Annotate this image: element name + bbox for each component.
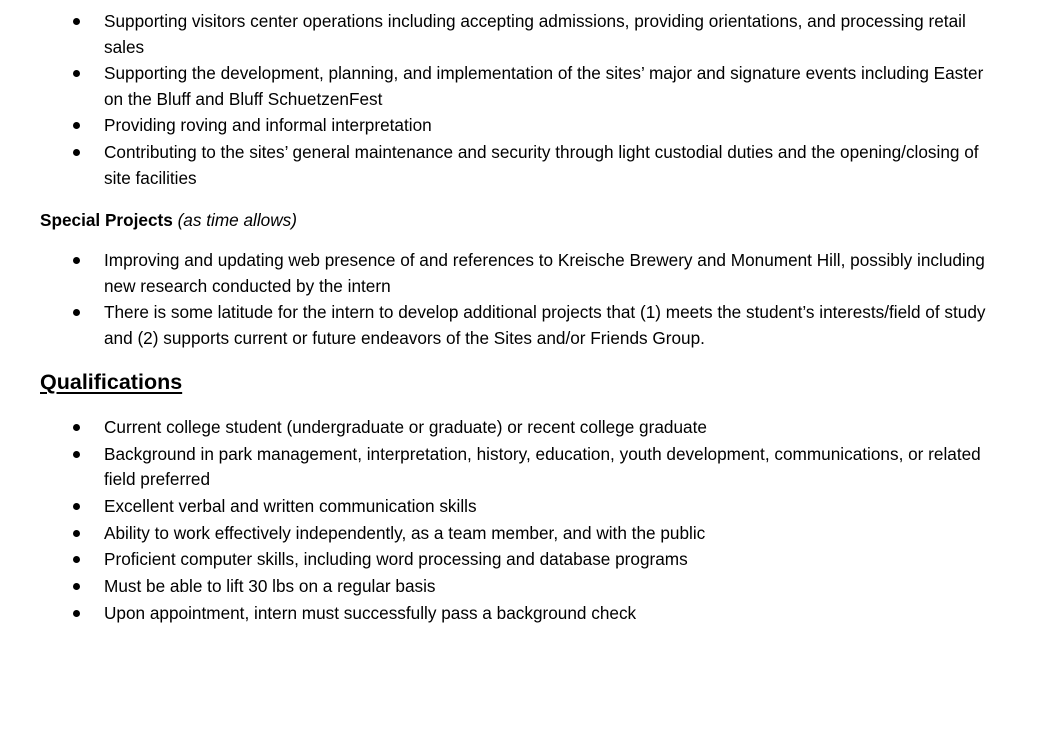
list-item-text: Must be able to lift 30 lbs on a regular basis [104,575,436,596]
special-projects-note: (as time allows) [177,210,297,230]
bullet-icon [73,503,80,510]
list-item [0,9,1046,60]
list-item-text: Background in park management, interpretation, history, education, youth development, communications, or related field preferred [104,443,981,490]
list-item-text: There is some latitude for the intern to develop additional projects that (1) meets the student’s interests/field of study and (2) supports current or future endeavors of the Sites and/or Friends Group. [104,302,986,348]
qualifications-list [0,415,1046,627]
list-item-text: Providing roving and informal interpretation [104,115,432,136]
bullet-icon [73,18,80,25]
list-item-text: Excellent verbal and written communication skills [104,495,477,516]
special-projects-heading [40,208,297,232]
bullet-icon [73,530,80,537]
list-item [0,61,1046,112]
bullet-icon [73,122,80,129]
bullet-icon [73,583,80,590]
list-item [0,494,1046,520]
bullet-icon [73,451,80,458]
list-item [0,442,1046,493]
list-item [0,521,1046,547]
list-item [0,601,1046,627]
list-item [0,113,1046,139]
bullet-icon [73,149,80,156]
list-item [0,300,1046,351]
bullet-icon [73,257,80,264]
list-item-text: Supporting the development, planning, and implementation of the sites’ major and signature events including Easter on the Bluff and Bluff SchuetzenFest [104,63,984,109]
bullet-icon [73,424,80,431]
list-item [0,547,1046,573]
list-item-text: Contributing to the sites’ general maintenance and security through light custodial duties and the opening/closing of site facilities [104,142,979,188]
qualifications-heading: Qualifications [40,370,183,394]
bullet-icon [73,70,80,77]
list-item [0,248,1046,299]
list-item-text: Supporting visitors center operations including accepting admissions, providing orientations, and processing retail sales [104,11,966,57]
list-item [0,140,1046,191]
list-item-text: Proficient computer skills, including word processing and database programs [104,549,688,570]
list-item-text: Current college student (undergraduate or graduate) or recent college graduate [104,417,707,437]
list-item-text: Ability to work effectively independently, as a team member, and with the public [104,522,706,543]
bullet-icon [73,610,80,617]
list-item-text: Improving and updating web presence of and references to Kreische Brewery and Monument Hill, possibly including new research conducted by the intern [104,250,985,296]
list-item-text: Upon appointment, intern must successfully pass a background check [104,602,637,623]
list-item [0,574,1046,600]
bullet-icon [73,556,80,563]
special-projects-list [0,248,1046,352]
special-projects-title: Special Projects [40,210,173,230]
list-item [0,415,1046,441]
bullet-icon [73,309,80,316]
duties-list [0,9,1046,192]
